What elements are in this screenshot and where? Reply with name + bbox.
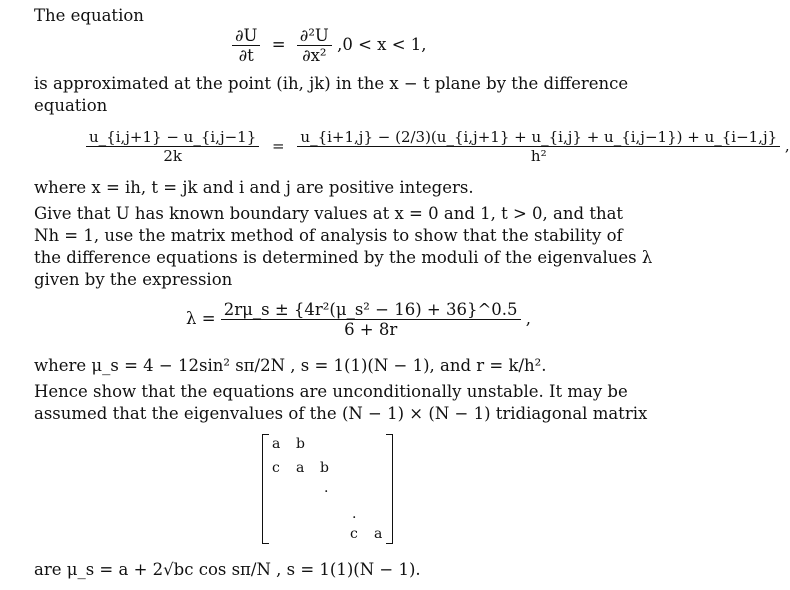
para-line-4: given by the expression xyxy=(34,270,233,289)
difference-equation xyxy=(86,128,790,165)
diff-lhs-num: u_{i,j+1} − u_{i,j−1} xyxy=(89,128,257,146)
diff-lhs-den: 2k xyxy=(86,146,259,165)
where-line-1: where x = ih, t = jk and i and j are positive integers. xyxy=(34,178,474,197)
diff-rhs-num: u_{i+1,j} − (2/3)(u_{i,j+1} + u_{i,j} + u_{i,j−1}) + u_{i−1,j} xyxy=(300,128,778,146)
pde-rhs-num: ∂²U xyxy=(299,26,329,45)
pde-eq-sign: = xyxy=(271,35,286,54)
lambda-lhs: λ = xyxy=(186,309,216,328)
lambda-den: 6 + 8r xyxy=(221,319,521,339)
matrix-r1-c2: b xyxy=(296,436,305,452)
matrix-dot-1: . xyxy=(324,480,329,496)
matrix-r5-c1: c xyxy=(350,526,358,542)
hence-line-1: Hence show that the equations are unconditionally unstable. It may be xyxy=(34,382,628,401)
hence-line-2: assumed that the eigenvalues of the (N − 1) × (N − 1) tridiagonal matrix xyxy=(34,404,648,423)
pde-domain: ,0 < x < 1, xyxy=(337,35,427,54)
lambda-num: 2rμ_s ± {4r²(μ_s² − 16) + 36}^0.5 xyxy=(223,300,518,319)
lambda-tail: , xyxy=(525,309,532,328)
pde-lhs-num: ∂U xyxy=(235,26,258,45)
matrix-dot-2: . xyxy=(352,506,357,522)
pde-equation xyxy=(232,26,427,65)
matrix-right-bracket xyxy=(386,434,393,544)
pde-rhs-den: ∂x² xyxy=(297,45,332,65)
approx-text-2: equation xyxy=(34,96,108,115)
where-line-2: where μ_s = 4 − 12sin² sπ/2N , s = 1(1)(N − 1), and r = k/h². xyxy=(34,356,547,375)
final-line: are μ_s = a + 2√bc cos sπ/N , s = 1(1)(N − 1). xyxy=(34,560,421,579)
diff-eq-sign: = xyxy=(272,136,285,155)
pde-lhs-den: ∂t xyxy=(232,45,260,65)
matrix-r2-c3: b xyxy=(320,460,329,476)
matrix-left-bracket xyxy=(262,434,269,544)
matrix-r5-c2: a xyxy=(374,526,383,542)
para-line-1: Give that U has known boundary values at x = 0 and 1, t > 0, and that xyxy=(34,204,624,223)
matrix-r1-c1: a xyxy=(272,436,281,452)
matrix-r2-c2: a xyxy=(296,460,305,476)
diff-rhs-den: h² xyxy=(297,146,780,165)
intro-text: The equation xyxy=(34,6,144,25)
approx-text: is approximated at the point (ih, jk) in the x − t plane by the difference xyxy=(34,74,629,93)
para-line-2: Nh = 1, use the matrix method of analysis to show that the stability of xyxy=(34,226,623,245)
matrix-r2-c1: c xyxy=(272,460,280,476)
para-line-3: the difference equations is determined by the moduli of the eigenvalues λ xyxy=(34,248,653,267)
lambda-equation xyxy=(186,300,531,339)
diff-tail: , xyxy=(784,136,790,155)
